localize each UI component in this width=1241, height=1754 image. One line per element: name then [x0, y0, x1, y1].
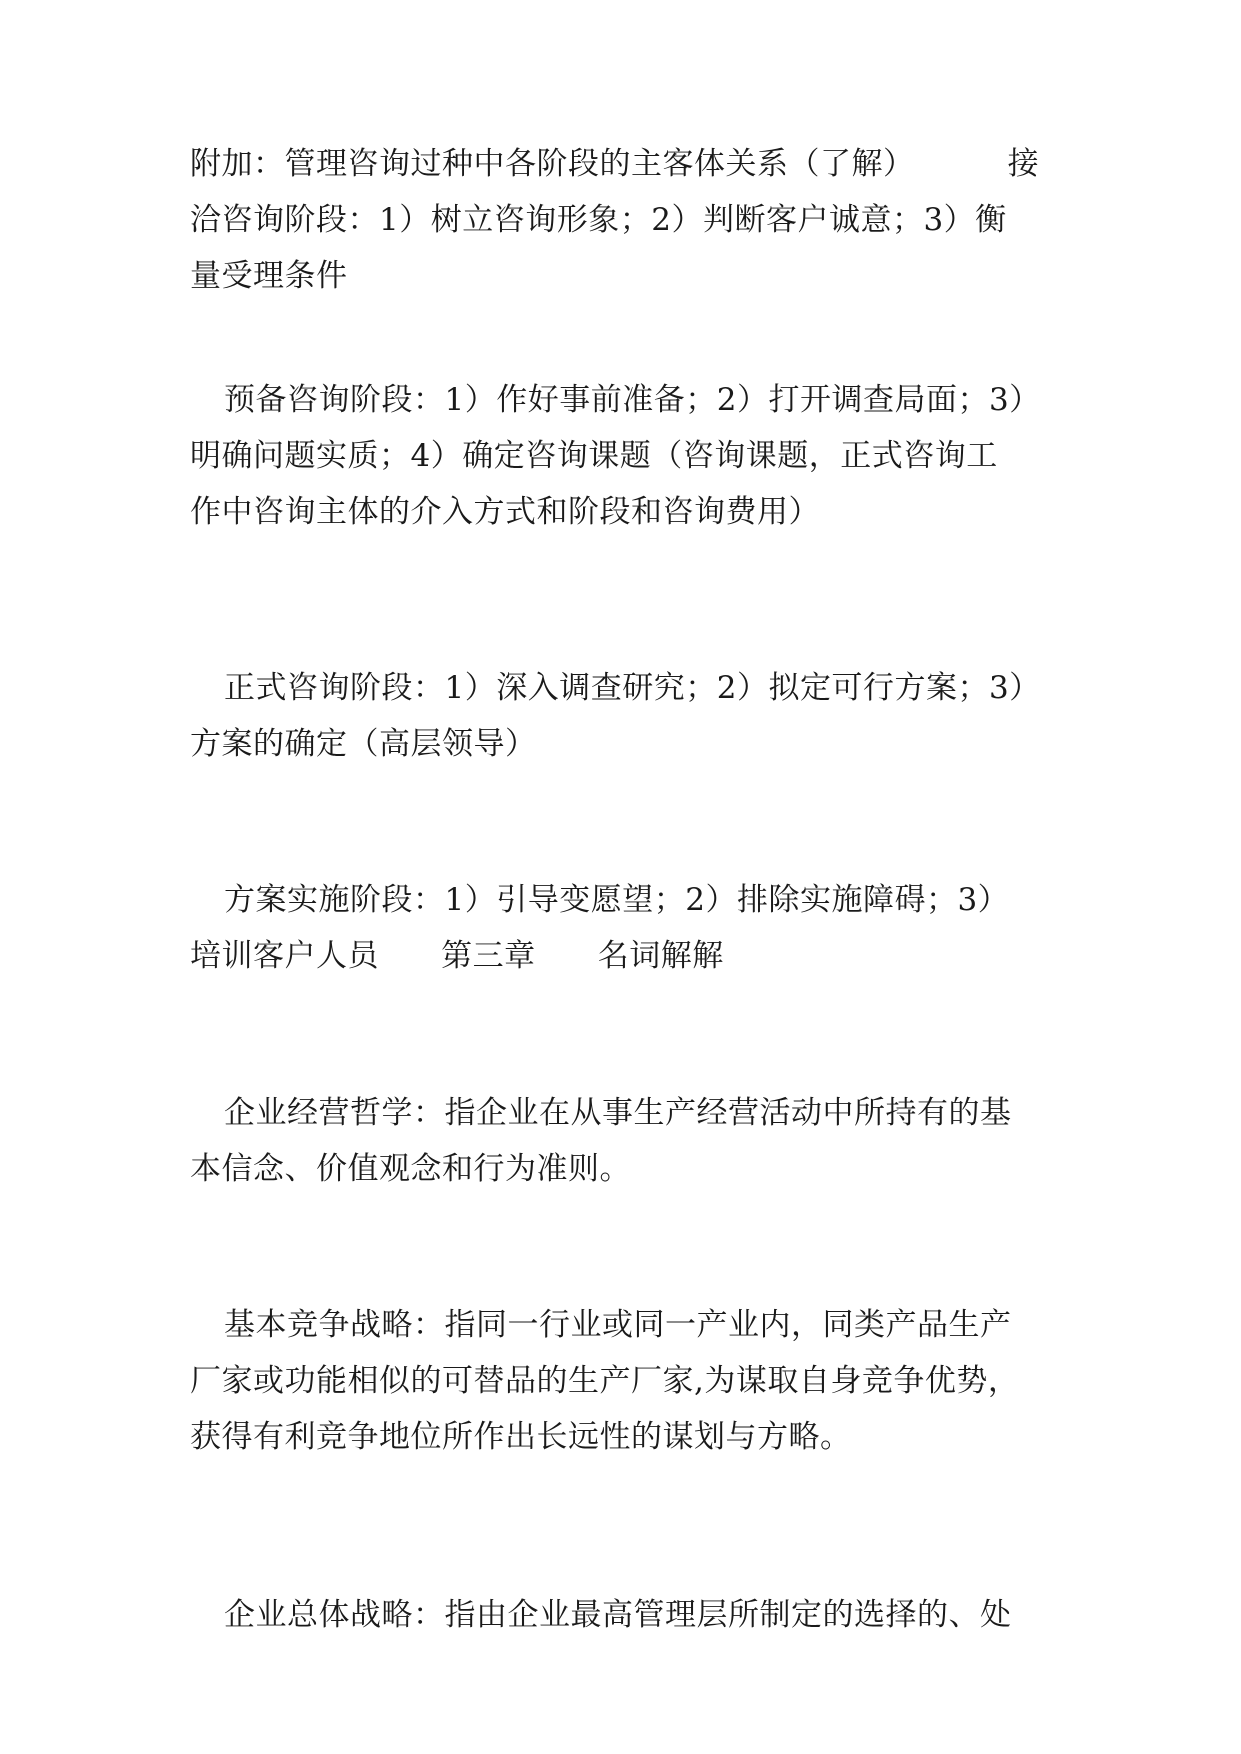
paragraph-line: 厂家或功能相似的可替品的生产厂家,为谋取自身竞争优势， [190, 1363, 1020, 1399]
paragraph-implementation-stage [190, 872, 1052, 984]
paragraph-line: 明确问题实质；4）确定咨询课题（咨询课题，正式咨询工 [190, 438, 998, 474]
paragraph-corporate-strategy [190, 1587, 1052, 1643]
paragraph-line: 方案的确定（高层领导） [190, 726, 537, 762]
paragraph-line: 正式咨询阶段：1）深入调查研究；2）拟定可行方案；3） [224, 670, 1041, 706]
paragraph-formal-stage [190, 660, 1052, 772]
paragraph-line: 企业经营哲学：指企业在从事生产经营活动中所持有的基 [224, 1095, 1012, 1131]
paragraph-competitive-strategy [190, 1297, 1052, 1465]
paragraph-line: 洽咨询阶段：1）树立咨询形象；2）判断客户诚意；3）衡 [190, 202, 1007, 238]
paragraph-line: 附加：管理咨询过种中各阶段的主客体关系（了解） 接 [190, 146, 1040, 182]
paragraph-line: 预备咨询阶段：1）作好事前准备；2）打开调查局面；3） [224, 382, 1041, 418]
paragraph-line: 获得有利竞争地位所作出长远性的谋划与方略。 [190, 1419, 852, 1455]
paragraph-stage-relations [190, 136, 1052, 304]
paragraph-preparation-stage [190, 372, 1052, 540]
paragraph-line: 企业总体战略：指由企业最高管理层所制定的选择的、处 [224, 1597, 1012, 1633]
paragraph-business-philosophy [190, 1085, 1052, 1197]
paragraph-line: 培训客户人员 第三章 名词解解 [190, 938, 724, 974]
paragraph-line: 方案实施阶段：1）引导变愿望；2）排除实施障碍；3） [224, 882, 1010, 918]
paragraph-line: 基本竞争战略：指同一行业或同一产业内，同类产品生产 [224, 1307, 1012, 1343]
paragraph-line: 作中咨询主体的介入方式和阶段和咨询费用） [190, 494, 820, 530]
paragraph-line: 量受理条件 [190, 258, 348, 294]
paragraph-line: 本信念、价值观念和行为准则。 [190, 1151, 631, 1187]
